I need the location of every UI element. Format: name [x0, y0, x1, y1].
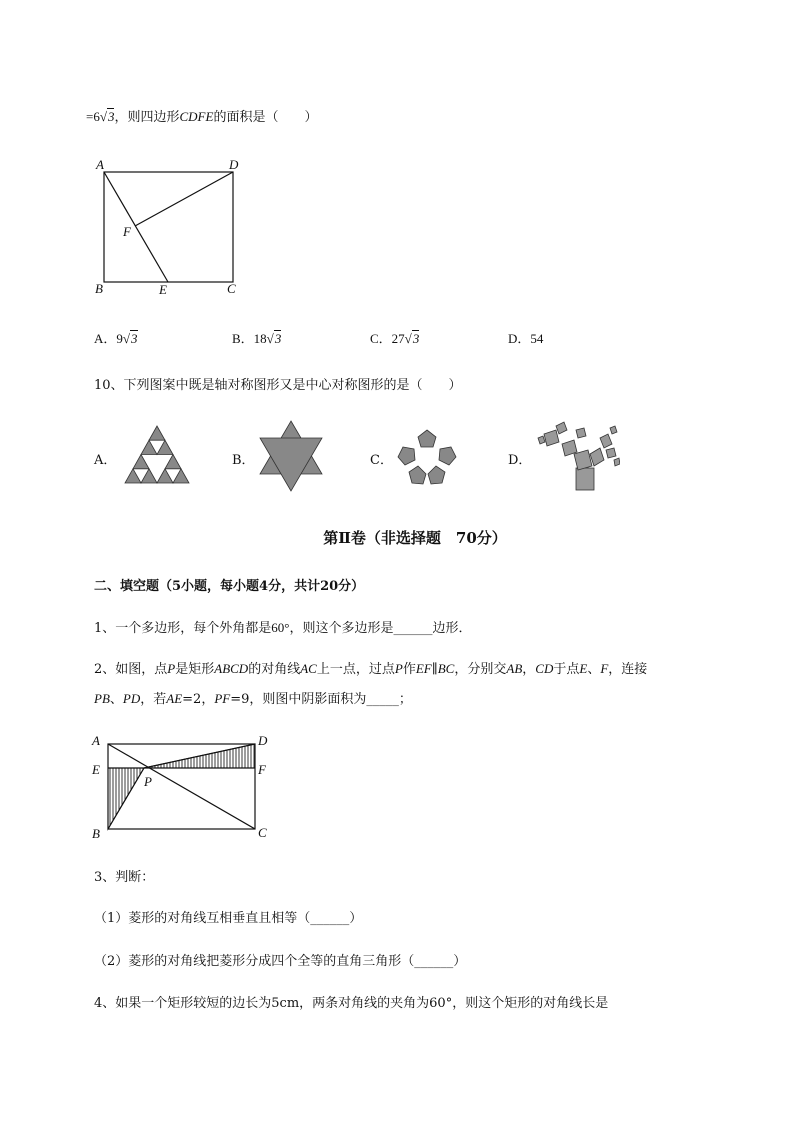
f3-item1: （1）菱形的对角线互相垂直且相等（______）: [94, 911, 363, 926]
label-c: C: [227, 281, 236, 296]
f3-stem: 3、判断：: [94, 870, 155, 885]
option-letter: B．: [232, 331, 254, 346]
text: 、: [587, 662, 601, 677]
text: =2，: [182, 692, 215, 707]
label-e: E: [159, 282, 167, 297]
f2-stem-line1: [94, 660, 647, 679]
q9-stem-end: 的面积是（ ）: [213, 110, 318, 125]
text: ，连接: [608, 662, 648, 677]
segment-df: [135, 172, 233, 226]
f3-item2: （2）菱形的对角线把菱形分成四个全等的直角三角形（______）: [94, 954, 467, 969]
six-point-star-icon[interactable]: [258, 420, 324, 492]
q9-stem-root: 3: [107, 109, 115, 124]
text: ，: [522, 662, 536, 677]
var: BC: [437, 661, 455, 676]
q9-stem: [86, 108, 317, 127]
q10-stem: 10、下列图案中既是轴对称图形又是中心对称图形的是（ ）: [94, 378, 462, 393]
f1-angle: 60°: [271, 620, 290, 635]
label-d: D: [229, 157, 239, 172]
label-d: D: [258, 733, 268, 748]
f1-text-end: ，则这个多边形是______边形．: [289, 621, 472, 636]
f1-stem: [94, 619, 472, 638]
option-letter: B．: [232, 453, 255, 468]
sqrt-symbol: √: [122, 331, 131, 346]
option-letter: C．: [370, 453, 393, 468]
option-coef: 54: [530, 331, 544, 346]
text: 于点: [553, 662, 580, 677]
q10-option-b[interactable]: [232, 449, 255, 468]
text: 作: [402, 662, 416, 677]
label-e: E: [92, 762, 100, 777]
q9-option-d[interactable]: [508, 328, 543, 347]
q10-option-a[interactable]: [94, 449, 116, 468]
label-f: F: [123, 224, 131, 239]
pentagon-ring-icon[interactable]: [396, 428, 458, 486]
var: ABCD: [214, 661, 249, 676]
q10-option-c[interactable]: [370, 449, 393, 468]
section2-heading: 二、填空题（5小题，每小题4分，共计20分）: [94, 579, 365, 594]
label-a: A: [96, 157, 104, 172]
var: PD: [122, 691, 141, 706]
text: ，若: [140, 692, 167, 707]
sqrt-symbol: √: [266, 331, 274, 346]
f2-stem-line2: [94, 690, 412, 709]
part2-title: 第Ⅱ卷（非选择题 70分）: [323, 529, 507, 547]
q9-stem-start: =6: [86, 109, 100, 124]
sqrt-symbol: √: [99, 109, 107, 124]
sqrt-symbol: √: [404, 331, 412, 346]
label-p: P: [144, 774, 152, 789]
text: 2、如图，点: [94, 662, 168, 677]
option-letter: D．: [508, 331, 531, 346]
var: AB: [506, 661, 523, 676]
segment-ae: [104, 172, 168, 282]
text: 是矩形: [175, 662, 215, 677]
var: CD: [535, 661, 554, 676]
q9-stem-var: CDFE: [179, 109, 214, 124]
q10-option-d[interactable]: [508, 449, 531, 468]
q9-rectangle-figure: [88, 152, 248, 302]
label-b: B: [92, 826, 100, 841]
var: F: [600, 661, 609, 676]
label-a: A: [92, 733, 100, 748]
label-b: B: [95, 281, 103, 296]
var: PF: [214, 691, 231, 706]
q9-option-c[interactable]: [370, 328, 419, 347]
option-letter: C．: [370, 331, 392, 346]
label-c: C: [258, 825, 267, 840]
option-root: 3: [274, 331, 282, 346]
option-coef: 18: [253, 331, 267, 346]
parallel-symbol: ∥: [431, 661, 438, 676]
text: 的对角线: [248, 662, 301, 677]
option-root: 3: [131, 331, 138, 346]
var: P: [167, 661, 176, 676]
pythagoras-tree-icon[interactable]: [534, 420, 620, 492]
option-letter: A．: [94, 331, 117, 346]
option-root: 3: [412, 331, 420, 346]
option-coef: 27: [391, 331, 405, 346]
q9-option-a[interactable]: [94, 328, 138, 347]
sierpinski-triangle-icon[interactable]: [124, 425, 190, 485]
label-f: F: [258, 762, 266, 777]
var: AE: [166, 691, 183, 706]
text: =9，则图中阴影面积为_____；: [230, 692, 412, 707]
option-coef: 9: [116, 331, 123, 346]
q9-option-b[interactable]: [232, 328, 281, 347]
f2-shaded-rectangle-figure: [88, 730, 278, 842]
var: E: [579, 661, 588, 676]
text: 、: [109, 692, 123, 707]
var: PB: [94, 691, 110, 706]
option-letter: D．: [508, 453, 532, 468]
q9-stem-mid: ，则四边形: [114, 110, 180, 125]
text: 上一点，过点: [316, 662, 395, 677]
var: P: [394, 661, 403, 676]
text: ，分别交: [454, 662, 507, 677]
option-letter: A．: [94, 453, 117, 468]
f4-stem: 4、如果一个矩形较短的边长为5cm，两条对角线的夹角为60°，则这个矩形的对角线长是: [94, 996, 609, 1011]
var: EF: [415, 661, 432, 676]
f1-text-start: 1、一个多边形，每个外角都是: [94, 621, 272, 636]
var: AC: [300, 661, 317, 676]
